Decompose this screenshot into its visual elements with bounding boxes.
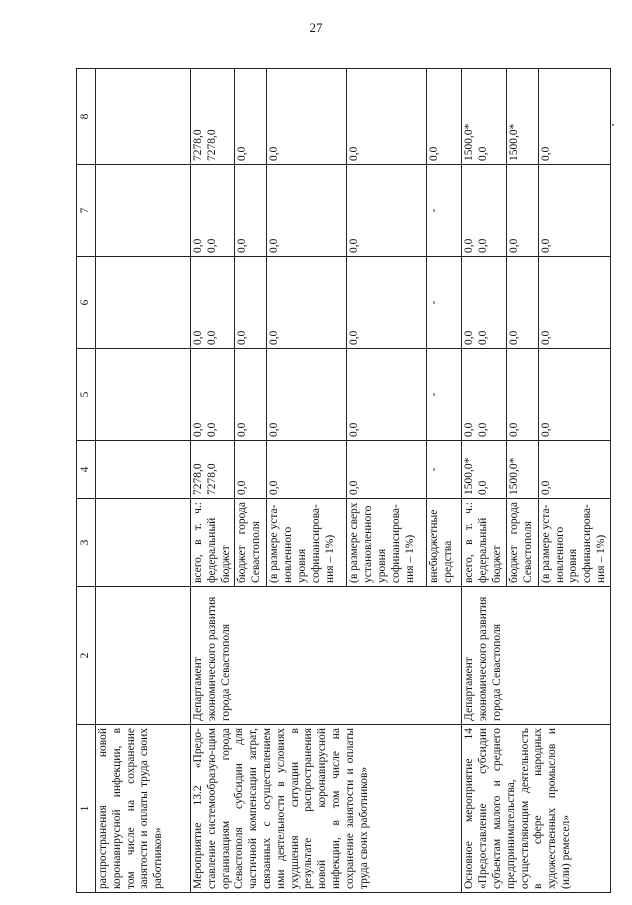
value-cell <box>96 349 191 441</box>
value-cell-year-1: 0,0 <box>267 441 347 499</box>
value-cell-year-1: 1500,0* 0,0 <box>462 441 506 499</box>
value-cell-year-4: 0,0 0,0 <box>191 165 235 257</box>
value-cell-year-4: 0,0 <box>235 165 267 257</box>
value-cell-year-3: 0,0 <box>235 257 267 349</box>
table-row <box>462 69 506 893</box>
funding-source-cell: внебюджетные средства <box>427 499 462 587</box>
value-cell-year-1: - <box>427 441 462 499</box>
funding-source-cell: всего, в т. ч.: федеральный бюджет <box>462 499 506 587</box>
column-number: 4 <box>77 441 96 499</box>
value-cell-total: 7278,0 7278,0 <box>191 69 235 165</box>
value-cell-total: 1500,0* <box>506 69 538 165</box>
executor-cell <box>96 587 191 725</box>
scan-artifact <box>612 124 614 126</box>
value-cell-year-2: 0,0 0,0 <box>462 349 506 441</box>
measure-title-cell: распространения новой коронавирусной инфекции, в том числе на сохранение занятости и оплаты труда своих работников» <box>96 725 191 893</box>
value-cell-year-3: - <box>427 257 462 349</box>
value-cell-total: 1500,0* 0,0 <box>462 69 506 165</box>
column-number: 6 <box>77 257 96 349</box>
executor-cell: Департамент экономического развития города Севастополя <box>191 587 462 725</box>
column-number: 3 <box>77 499 96 587</box>
value-cell-year-2: 0,0 <box>267 349 347 441</box>
funding-source-cell: всего, в т. ч.: федеральный бюджет <box>191 499 235 587</box>
value-cell-year-2: 0,0 0,0 <box>191 349 235 441</box>
column-number: 7 <box>77 165 96 257</box>
value-cell-year-2: 0,0 <box>538 349 610 441</box>
source-cell <box>96 499 191 587</box>
table-row <box>96 69 191 893</box>
value-cell-year-4: 0,0 <box>267 165 347 257</box>
column-number: 5 <box>77 349 96 441</box>
value-cell-year-3: 0,0 0,0 <box>191 257 235 349</box>
value-cell-year-1: 0,0 <box>347 441 427 499</box>
column-number: 1 <box>77 725 96 893</box>
column-number-row <box>77 69 96 893</box>
value-cell-year-4: - <box>427 165 462 257</box>
value-cell-total: 0,0 <box>347 69 427 165</box>
value-cell-year-4: 0,0 <box>538 165 610 257</box>
value-cell-year-3: 0,0 <box>347 257 427 349</box>
measure-title-cell: Основное мероприятие 14 «Предоставление субсидии субъектам малого и среднего предпринимательства, осуществляющим деятельность в сфере народных художественных промыслов и (или) ремесел» <box>462 725 610 893</box>
value-cell-year-3: 0,0 0,0 <box>462 257 506 349</box>
funding-source-cell: (в размере сверх установленного уровня софинансирова-ния – 1%) <box>347 499 427 587</box>
value-cell-total: 0,0 <box>235 69 267 165</box>
page-number: 27 <box>309 20 323 35</box>
value-cell <box>96 257 191 349</box>
funding-source-cell: (в размере уста-новленного уровня софинансирова-ния – 1%) <box>267 499 347 587</box>
executor-cell: Департамент экономического развития города Севастополя <box>462 587 610 725</box>
value-cell-year-2: - <box>427 349 462 441</box>
value-cell-year-4: 0,0 <box>506 165 538 257</box>
value-cell-year-2: 0,0 <box>347 349 427 441</box>
column-number: 2 <box>77 587 96 725</box>
value-cell-year-1: 0,0 <box>538 441 610 499</box>
table-row <box>191 69 235 893</box>
value-cell-total: 0,0 <box>427 69 462 165</box>
value-cell <box>96 165 191 257</box>
funding-source-cell: (в размере уста-новленного уровня софинансирова-ния – 1%) <box>538 499 610 587</box>
value-cell <box>96 441 191 499</box>
value-cell-year-4: 0,0 <box>347 165 427 257</box>
value-cell-year-2: 0,0 <box>235 349 267 441</box>
value-cell-year-4: 0,0 0,0 <box>462 165 506 257</box>
rotated-table-area <box>76 69 608 893</box>
value-cell-year-3: 0,0 <box>267 257 347 349</box>
value-cell-year-3: 0,0 <box>506 257 538 349</box>
value-cell-year-3: 0,0 <box>538 257 610 349</box>
value-cell-year-1: 0,0 <box>235 441 267 499</box>
funding-source-cell: бюджет города Севастополя <box>506 499 538 587</box>
value-cell <box>96 69 191 165</box>
value-cell-total: 0,0 <box>267 69 347 165</box>
value-cell-year-1: 1500,0* <box>506 441 538 499</box>
value-cell-year-2: 0,0 <box>506 349 538 441</box>
measure-title-cell: Мероприятие 13.2 «Предо-ставление системообразую-щим организациям города Севастополя субсидии для частичной компенсации затрат, связанных с осуществлением ими деятельности в условиях ухудшения ситуации в результате распространения новой коронавирусной инфекции, в том числе на сохранение занятости и оплаты труда своих работников» <box>191 725 462 893</box>
value-cell-total: 0,0 <box>538 69 610 165</box>
column-number: 8 <box>77 69 96 165</box>
value-cell-year-1: 7278,0 7278,0 <box>191 441 235 499</box>
funding-source-cell: бюджет города Севастополя <box>235 499 267 587</box>
budget-table <box>76 68 611 893</box>
